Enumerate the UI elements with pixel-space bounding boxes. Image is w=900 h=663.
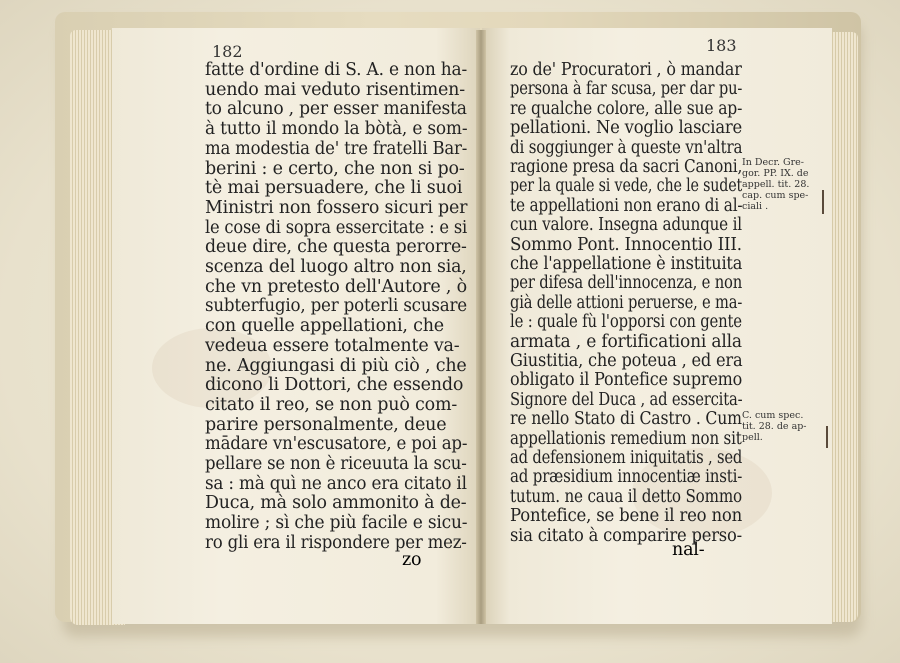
margin-note-line: ciali . <box>742 201 769 212</box>
left-text-line: tè mai persuadere, che li suoi <box>205 178 463 199</box>
right-text-line: persona à far scusa, per dar pu- <box>510 79 743 100</box>
left-text-line: Ministri non fossero sicuri per <box>205 197 468 218</box>
left-text-line: citato il reo, se non può com- <box>205 394 458 415</box>
left-catchword: zo <box>402 550 422 570</box>
left-text-line: ne. Aggiungasi di più ciò , che <box>205 355 467 376</box>
margin-note-decretal <box>742 157 809 212</box>
right-text-line: Pontefice, se bene il reo non <box>510 506 743 527</box>
right-text-line: ad præsidium innocentiæ insti- <box>510 467 743 488</box>
right-catchword: nal- <box>672 540 705 560</box>
left-text-line: fatte d'ordine di S. A. e non ha- <box>205 60 467 80</box>
margin-note-line: appell. tit. 28. <box>742 179 810 190</box>
left-text-line: le cose di sopra essercitate : e si <box>205 217 468 238</box>
right-text-line: te appellationi non erano di al- <box>510 195 743 216</box>
margin-note-line: pell. <box>742 432 763 443</box>
left-text-line: che vn pretesto dell'Autore , ò <box>205 276 467 297</box>
left-text-line: dicono li Dottori, che essendo <box>205 375 464 396</box>
left-text-line: pellare se non è riceuuta la scu- <box>205 454 467 474</box>
left-page-number: 182 <box>212 42 243 61</box>
right-text-line: già delle attioni peruerse, e ma- <box>510 292 743 313</box>
left-text-line: vedeua essere totalmente va- <box>205 335 460 356</box>
margin-note-chapter <box>742 410 807 443</box>
right-text-line: re qualche colore, alle sue ap- <box>510 98 743 119</box>
margin-note-line: cap. cum spe- <box>742 190 809 201</box>
left-text-line: Duca, mà solo ammonito à de- <box>205 493 467 514</box>
right-text-line: obligato il Pontefice supremo <box>510 370 743 391</box>
right-text-line: tutum. ne caua il detto Sommo <box>510 486 742 507</box>
right-text-line: appellationis remedium non sit <box>510 428 742 449</box>
margin-note-line: gor. PP. IX. de <box>742 168 809 179</box>
margin-bracket <box>822 426 828 448</box>
left-text-line: subterfugio, per poterli scusare <box>205 296 467 317</box>
right-text-line: che l'appellatione è instituita <box>510 254 743 274</box>
margin-note-line: tit. 28. de ap- <box>742 421 807 432</box>
left-text-line: mādare vn'escusatore, e poi ap- <box>205 434 468 455</box>
left-text-line: parire personalmente, deue <box>205 414 447 435</box>
right-text-line: zo de' Procuratori , ò mandar <box>510 60 742 80</box>
right-page-number: 183 <box>706 36 737 55</box>
right-text-line: le : quale fù l'opporsi con gente <box>510 312 742 333</box>
right-text-line: per la quale si vede, che le sudet <box>510 176 743 197</box>
left-text-line: uendo mai veduto risentimen- <box>205 79 465 100</box>
right-page-text <box>510 58 745 578</box>
right-text-line: sia citato à comparire perso- <box>510 525 742 546</box>
right-text-line: ragione presa da sacri Canoni, <box>510 157 743 177</box>
right-text-line: armata , e fortificationi alla <box>510 331 742 352</box>
right-text-line: per difesa dell'innocenza, e non <box>510 273 743 294</box>
left-text-line: à tutto il mondo la bòtà, e som- <box>205 119 468 140</box>
left-text-line: ma modestia de' tre fratelli Bar- <box>205 138 468 159</box>
margin-note-line: In Decr. Gre- <box>742 157 804 168</box>
left-page-text <box>205 58 468 578</box>
left-text-line: berini : e certo, che non si po- <box>205 158 465 179</box>
book-gutter <box>476 30 486 624</box>
right-text-line: Signore del Duca , ad essercita- <box>510 389 743 410</box>
margin-bracket <box>818 190 824 214</box>
left-text-line: ro gli era il rispondere per mez- <box>205 532 467 553</box>
right-text-line: di soggiunger à queste vn'altra <box>510 137 743 158</box>
left-text-line: scenza del luogo altro non sia, <box>205 257 467 277</box>
left-text-line: molire ; sì che più facile e sicu- <box>205 513 468 534</box>
left-text-line: deue dire, che questa perorre- <box>205 237 467 258</box>
right-text-line: re nello Stato di Castro . Cum <box>510 409 742 430</box>
right-text-line: pellationi. Ne voglio lasciare <box>510 118 743 139</box>
right-text-line: cun valore. Insegna adunque il <box>510 215 742 236</box>
right-text-line: Giustitia, che poteua , ed era <box>510 351 743 371</box>
page-edges-right <box>830 32 858 622</box>
left-text-line: con quelle appellationi, che <box>205 316 444 337</box>
left-text-line: sa : mà quì ne anco era citato il <box>205 473 467 494</box>
right-text-line: Sommo Pont. Innocentio III. <box>510 234 742 255</box>
right-text-line: ad defensionem iniquitatis , sed <box>510 448 743 468</box>
margin-note-line: C. cum spec. <box>742 410 804 421</box>
left-text-line: to alcuno , per esser manifesta <box>205 99 467 120</box>
